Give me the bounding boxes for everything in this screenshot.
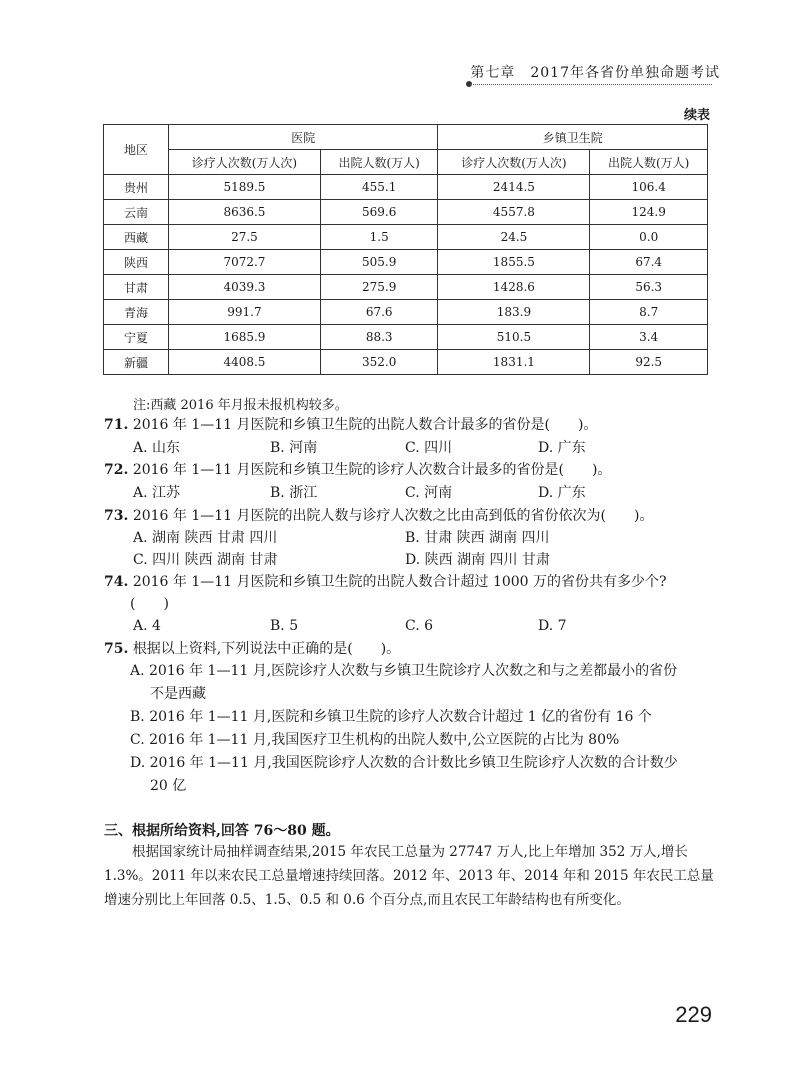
answer-blank: ( ) — [130, 596, 169, 612]
option-b: B. 河南 — [270, 440, 318, 456]
table-cell: 陕西 — [104, 250, 169, 275]
column-header: 诊疗人次数(万人次) — [438, 150, 590, 175]
table-cell: 1.5 — [320, 225, 438, 250]
running-header: 第七章 2017年各省份单独命题考试 — [470, 65, 720, 81]
table-cell: 88.3 — [320, 325, 438, 350]
page-number: 229 — [675, 1002, 712, 1027]
table-group-header-row — [104, 125, 708, 150]
table-cell: 8636.5 — [169, 200, 321, 225]
table-continued-label: 续表 — [683, 108, 710, 123]
table-row — [104, 300, 708, 325]
table-cell: 5189.5 — [169, 175, 321, 200]
options-74 — [133, 615, 713, 637]
question-text: 2016 年 1—11 月医院和乡镇卫生院的出院人数合计最多的省份是( )。 — [132, 417, 598, 433]
table-cell: 甘肃 — [104, 275, 169, 300]
table-cell: 1428.6 — [438, 275, 590, 300]
table-cell: 青海 — [104, 300, 169, 325]
option-d: D. 广东 — [538, 440, 586, 456]
table-cell: 云南 — [104, 200, 169, 225]
section-body: 根据国家统计局抽样调查结果,2015 年农民工总量为 27747 万人,比上年增加 352 万人,增长 1.3%。2011 年以来农民工总量增速持续回落。2012 年、2013 年、2014 年和 2015 年农民工总量增速分别比上年回落 0.5、1.5、0.5 和 0.6 个百分点,而且农民工年龄结构也有所变化。 — [104, 844, 714, 908]
table-cell: 67.6 — [320, 300, 438, 325]
table-cell: 新疆 — [104, 350, 169, 375]
question-73 — [104, 505, 714, 527]
table-row — [104, 200, 708, 225]
option-b: B. 2016 年 1—11 月,医院和乡镇卫生院的诊疗人次数合计超过 1 亿的省份有 16 个 — [130, 709, 652, 725]
table-cell: 569.6 — [320, 200, 438, 225]
table-row — [104, 325, 708, 350]
option-d: D. 陕西 湖南 四川 甘肃 — [405, 552, 550, 568]
table-cell: 455.1 — [320, 175, 438, 200]
table-row — [104, 350, 708, 375]
table-cell: 贵州 — [104, 175, 169, 200]
question-75 — [104, 638, 714, 660]
table-cell: 2414.5 — [438, 175, 590, 200]
option-b: B. 5 — [270, 618, 299, 634]
table-cell: 24.5 — [438, 225, 590, 250]
option-a: A. 4 — [133, 618, 161, 634]
section-title: 三、根据所给资料,回答 76～80 题。 — [104, 823, 340, 839]
option-c: C. 6 — [405, 618, 434, 634]
option-c: C. 四川 — [405, 440, 453, 456]
table-row — [104, 250, 708, 275]
table-cell: 92.5 — [590, 350, 708, 375]
table-cell: 4557.8 — [438, 200, 590, 225]
column-header: 诊疗人次数(万人次) — [169, 150, 321, 175]
options-73-row1 — [133, 527, 713, 549]
option-c: C. 2016 年 1—11 月,我国医疗卫生机构的出院人数中,公立医院的占比为 80% — [130, 732, 620, 748]
option-b: B. 浙江 — [270, 485, 318, 501]
question-74 — [104, 571, 714, 593]
table-row — [104, 175, 708, 200]
table-row — [104, 225, 708, 250]
header-rule — [470, 84, 712, 85]
option-a: A. 山东 — [133, 440, 181, 456]
question-text: 2016 年 1—11 月医院的出院人数与诊疗人次数之比由高到低的省份依次为( )。 — [132, 508, 654, 524]
column-header: 出院人数(万人) — [320, 150, 438, 175]
option-a: A. 江苏 — [133, 485, 181, 501]
table-cell: 352.0 — [320, 350, 438, 375]
table-cell: 275.9 — [320, 275, 438, 300]
question-text: 2016 年 1—11 月医院和乡镇卫生院的诊疗人次数合计最多的省份是( )。 — [132, 462, 612, 478]
table-cell: 7072.7 — [169, 250, 321, 275]
option-d: D. 广东 — [538, 485, 586, 501]
question-number: 73. — [104, 508, 129, 524]
table-cell: 1685.9 — [169, 325, 321, 350]
question-text: 根据以上资料,下列说法中正确的是( )。 — [132, 641, 401, 657]
question-number: 72. — [104, 462, 129, 478]
region-header: 地区 — [104, 125, 169, 175]
table-cell: 宁夏 — [104, 325, 169, 350]
question-72 — [104, 459, 714, 481]
table-cell: 1855.5 — [438, 250, 590, 275]
option-a-line2: 不是西藏 — [150, 686, 206, 702]
option-a: A. 湖南 陕西 甘肃 四川 — [133, 530, 278, 546]
options-73-row2 — [133, 549, 713, 571]
table-cell: 4408.5 — [169, 350, 321, 375]
options-72 — [133, 482, 713, 504]
table-cell: 124.9 — [590, 200, 708, 225]
question-number: 75. — [104, 641, 129, 657]
option-d: D. 7 — [538, 618, 567, 634]
township-group-header: 乡镇卫生院 — [438, 125, 708, 150]
table-cell: 27.5 — [169, 225, 321, 250]
column-header: 出院人数(万人) — [590, 150, 708, 175]
table-cell: 56.3 — [590, 275, 708, 300]
hospital-group-header: 医院 — [169, 125, 438, 150]
table-cell: 183.9 — [438, 300, 590, 325]
table-cell: 991.7 — [169, 300, 321, 325]
table-sub-header-row — [104, 150, 708, 175]
table-row — [104, 275, 708, 300]
option-a-line1: A. 2016 年 1—11 月,医院诊疗人次数与乡镇卫生院诊疗人次数之和与之差都最小的省份 — [130, 663, 678, 679]
table-cell: 510.5 — [438, 325, 590, 350]
option-c: C. 河南 — [405, 485, 453, 501]
question-number: 74. — [104, 574, 129, 590]
table-note: 注:西藏 2016 年月报未报机构较多。 — [133, 398, 348, 413]
question-text: 2016 年 1—11 月医院和乡镇卫生院的出院人数合计超过 1000 万的省份共有多少个? — [132, 574, 667, 590]
table-cell: 4039.3 — [169, 275, 321, 300]
question-number: 71. — [104, 417, 129, 433]
table-cell: 1831.1 — [438, 350, 590, 375]
table-cell: 505.9 — [320, 250, 438, 275]
question-71 — [104, 414, 714, 436]
option-d-line1: D. 2016 年 1—11 月,我国医院诊疗人次数的合计数比乡镇卫生院诊疗人次数的合计数少 — [130, 755, 678, 771]
table-cell: 106.4 — [590, 175, 708, 200]
table-cell: 西藏 — [104, 225, 169, 250]
statistics-table — [103, 124, 708, 375]
option-c: C. 四川 陕西 湖南 甘肃 — [133, 552, 278, 568]
option-d-line2: 20 亿 — [150, 778, 187, 794]
table-cell: 67.4 — [590, 250, 708, 275]
options-71 — [133, 437, 713, 459]
table-cell: 8.7 — [590, 300, 708, 325]
option-b: B. 甘肃 陕西 湖南 四川 — [405, 530, 550, 546]
table-cell: 0.0 — [590, 225, 708, 250]
table-cell: 3.4 — [590, 325, 708, 350]
